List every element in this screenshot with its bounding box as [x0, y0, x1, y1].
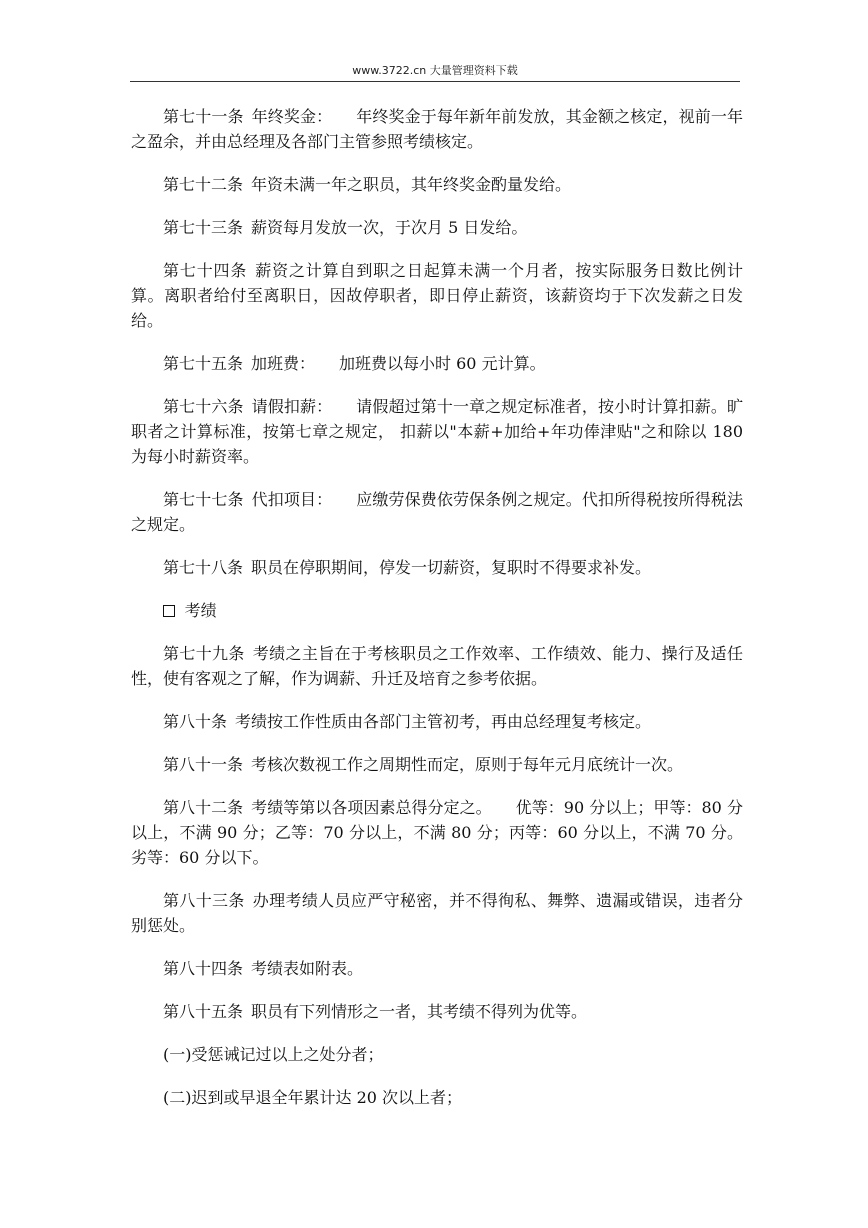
article-76	[131, 394, 743, 469]
article-80	[131, 709, 743, 734]
article-number: 第八十五条	[163, 1002, 244, 1021]
article-79	[131, 641, 743, 691]
article-number: 第七十八条	[163, 558, 244, 577]
article-number: 第七十五条	[163, 354, 244, 373]
article-72	[131, 172, 743, 197]
article-text: 考绩等第以各项因素总得分定之。 优等：90 分以上；甲等：80 分以上，不满 90 分；乙等：70 分以上，不满 80 分；丙等：60 分以上，不满 70 分。劣等：60 分以下。	[131, 798, 743, 867]
article-85	[131, 999, 743, 1024]
article-text: 应缴劳保费依劳保条例之规定。代扣所得税按所得税法之规定。	[131, 490, 743, 534]
article-number: 第七十二条	[163, 175, 244, 194]
header-divider	[130, 81, 740, 82]
article-text: 年终奖金于每年新年前发放，其金额之核定，视前一年之盈余，并由总经理及各部门主管参照考绩核定。	[131, 107, 743, 151]
list-item: (一)受惩诫记过以上之处分者；	[163, 1045, 384, 1064]
article-title: 代扣项目：	[251, 490, 333, 509]
article-text: 考核次数视工作之周期性而定，原则于每年元月底统计一次。	[251, 755, 684, 774]
article-text: 薪资每月发放一次，于次月 5 日发给。	[251, 218, 528, 237]
article-text: 薪资之计算自到职之日起算未满一个月者，按实际服务日数比例计算。离职者给付至离职日，因故停职者，即日停止薪资，该薪资均于下次发薪之日发给。	[131, 261, 743, 330]
article-71	[131, 104, 743, 154]
article-78	[131, 555, 743, 580]
article-number: 第七十四条	[163, 261, 248, 280]
article-text: 职员有下列情形之一者，其考绩不得列为优等。	[251, 1002, 588, 1021]
article-title: 请假扣薪：	[251, 397, 333, 416]
article-77	[131, 487, 743, 537]
article-74	[131, 258, 743, 333]
header-tagline: 大量管理资料下载	[429, 64, 518, 77]
article-84	[131, 956, 743, 981]
article-text: 考绩之主旨在于考核职员之工作效率、工作绩效、能力、操行及适任性，使有客观之了解，作为调薪、升迁及培育之参考依据。	[131, 644, 743, 688]
article-81	[131, 752, 743, 777]
article-text: 职员在停职期间，停发一切薪资，复职时不得要求补发。	[251, 558, 652, 577]
page-header	[130, 64, 740, 78]
article-number: 第八十一条	[163, 755, 244, 774]
article-text: 考绩表如附表。	[251, 959, 364, 978]
article-number: 第七十七条	[163, 490, 244, 509]
article-title: 年终奖金：	[251, 107, 333, 126]
article-text: 办理考绩人员应严守秘密，并不得徇私、舞弊、遗漏或错误，违者分别惩处。	[131, 891, 743, 935]
list-item: (二)迟到或早退全年累计达 20 次以上者；	[163, 1088, 463, 1107]
article-text: 考绩按工作性质由各部门主管初考，再由总经理复考核定。	[235, 712, 652, 731]
checkbox-icon	[163, 605, 175, 617]
article-number: 第七十一条	[163, 107, 244, 126]
article-number: 第八十二条	[163, 798, 244, 817]
article-number: 第七十六条	[163, 397, 244, 416]
document-body	[131, 104, 743, 1128]
section-title: 考绩	[184, 601, 217, 620]
article-83	[131, 888, 743, 938]
article-75	[131, 351, 743, 376]
section-heading	[131, 598, 743, 623]
article-82	[131, 795, 743, 870]
article-73	[131, 215, 743, 240]
article-text: 年资未满一年之职员，其年终奖金酌量发给。	[251, 175, 572, 194]
article-text: 请假超过第十一章之规定标准者，按小时计算扣薪。旷职者之计算标准，按第七章之规定， 扣薪以"本薪+加给+年功俸津贴"之和除以 180 为每小时薪资率。	[131, 397, 743, 466]
article-text: 加班费以每小时 60 元计算。	[339, 354, 546, 373]
article-number: 第八十三条	[163, 891, 245, 910]
article-number: 第七十三条	[163, 218, 244, 237]
article-number: 第七十九条	[163, 644, 245, 663]
article-title: 加班费：	[251, 354, 316, 373]
header-site: www.3722.cn	[352, 64, 427, 77]
article-number: 第八十条	[163, 712, 228, 731]
article-number: 第八十四条	[163, 959, 244, 978]
